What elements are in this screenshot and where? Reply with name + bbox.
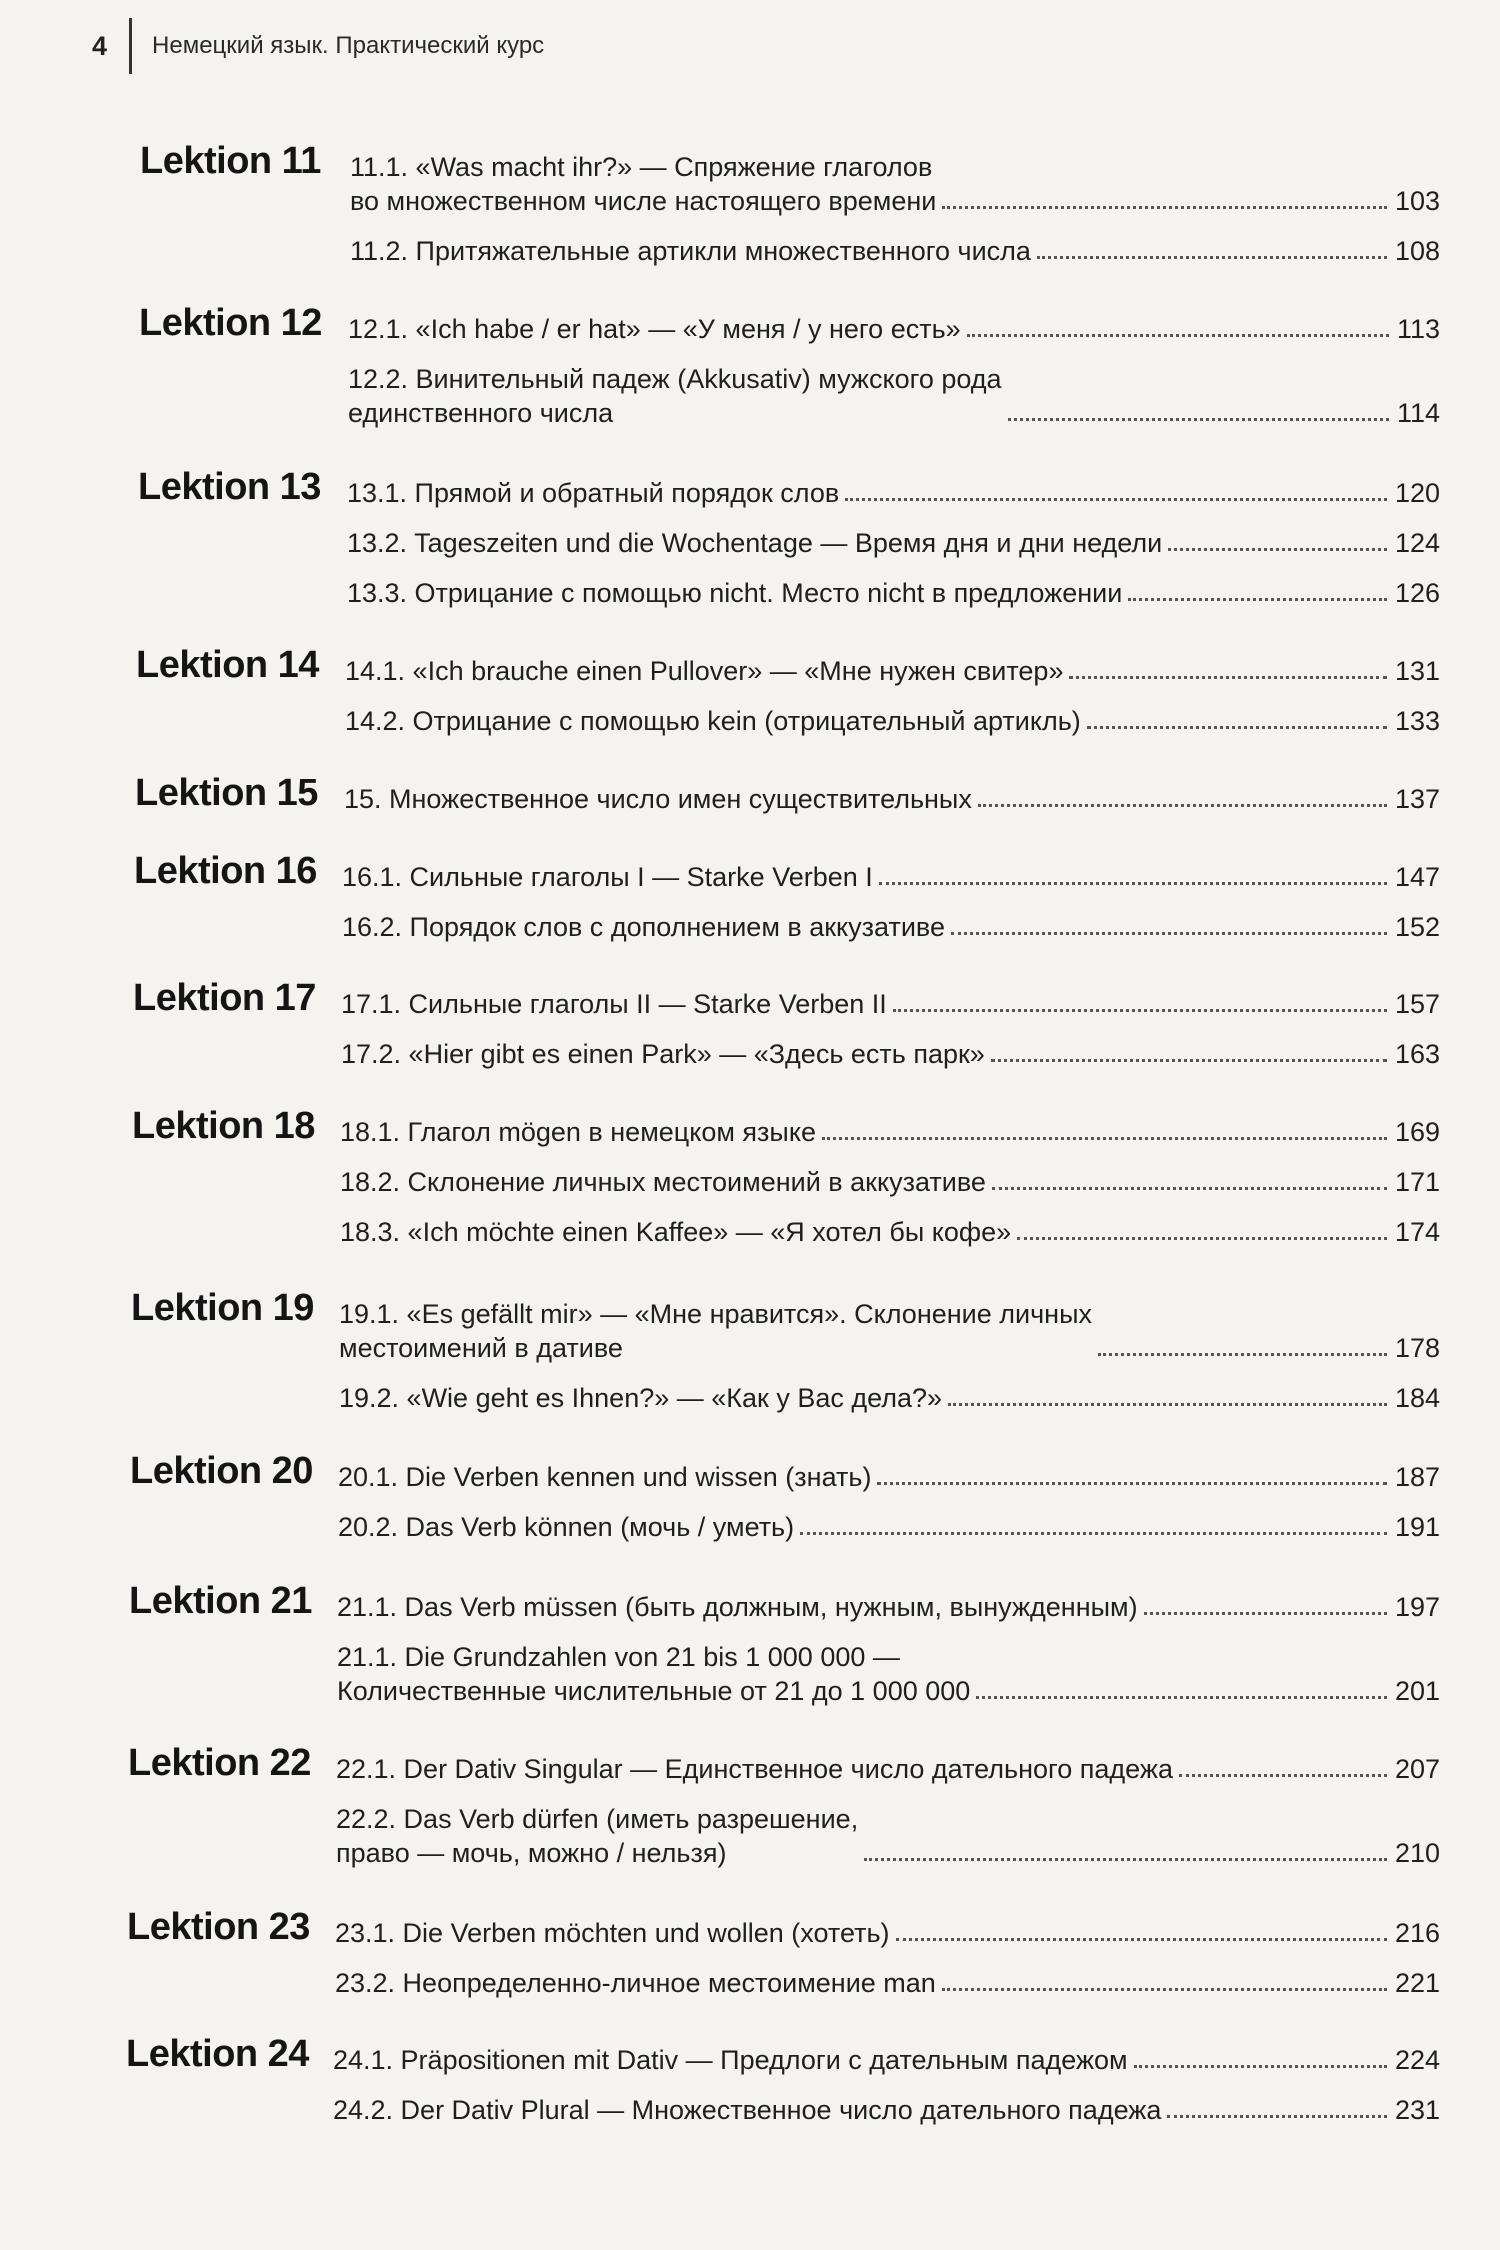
dot-leader <box>896 1938 1387 1941</box>
entry-page-number: 221 <box>1394 1968 1440 1998</box>
entry-page-number: 103 <box>1394 186 1440 216</box>
toc-entry[interactable] <box>345 654 1440 688</box>
toc-entry[interactable] <box>338 1460 1440 1494</box>
dot-leader <box>845 498 1387 501</box>
entry-title-line: 24.2. Der Dativ Plural — Множественное число дательного падежа <box>333 2095 1162 2125</box>
entry-title <box>348 362 1002 430</box>
entry-title-line: 22.2. Das Verb dürfen (иметь разрешение, <box>336 1804 859 1834</box>
entry-title-line: 23.1. Die Verben möchten und wollen (хотеть) <box>335 1918 890 1948</box>
dot-leader <box>976 1696 1387 1699</box>
entry-title-line: 17.1. Сильные глаголы II — Starke Verben II <box>341 989 887 1019</box>
toc-entry[interactable] <box>333 2043 1440 2077</box>
dot-leader <box>822 1137 1387 1140</box>
toc-entry[interactable] <box>340 1215 1440 1249</box>
toc-entry[interactable] <box>335 1966 1440 2000</box>
lesson-entries <box>350 150 1440 284</box>
lesson-title: Lektion 14 <box>136 644 319 686</box>
entry-page-number: 207 <box>1394 1754 1440 1784</box>
entry-page-number: 169 <box>1394 1117 1440 1147</box>
lesson-title: Lektion 18 <box>132 1105 315 1147</box>
entry-page-number: 216 <box>1394 1918 1440 1948</box>
entry-title-line: 11.1. «Was macht ihr?» — Спряжение глаголов <box>350 152 933 182</box>
entry-title-line: 16.1. Сильные глаголы I — Starke Verben I <box>342 862 873 892</box>
entry-page-number: 147 <box>1394 862 1440 892</box>
entry-page-number: 113 <box>1396 314 1440 344</box>
entry-page-number: 171 <box>1394 1167 1440 1197</box>
lesson-entries <box>337 1590 1440 1724</box>
entry-title-line: 22.1. Der Dativ Singular — Единственное число дательного падежа <box>336 1754 1173 1784</box>
entry-title-line: единственного числа <box>348 398 614 428</box>
lesson-entries <box>347 476 1440 626</box>
lesson-title: Lektion 22 <box>128 1742 311 1784</box>
entry-title <box>344 782 972 816</box>
toc-entry[interactable] <box>347 476 1440 510</box>
entry-page-number: 174 <box>1394 1217 1440 1247</box>
toc-entry[interactable] <box>336 1802 1440 1870</box>
entry-title <box>335 1966 936 2000</box>
toc-entry[interactable] <box>341 987 1440 1021</box>
entry-title <box>348 312 961 346</box>
dot-leader <box>1069 676 1386 679</box>
lesson-title: Lektion 12 <box>139 302 322 344</box>
entry-title-line: 12.2. Винительный падеж (Akkusativ) мужского рода <box>348 364 1002 394</box>
toc-entry[interactable] <box>347 526 1440 560</box>
entry-title <box>341 987 887 1021</box>
lesson-title: Lektion 21 <box>129 1580 312 1622</box>
lesson-title: Lektion 20 <box>130 1450 313 1492</box>
entry-title-line: 18.2. Склонение личных местоимений в аккузативе <box>340 1167 986 1197</box>
entry-page-number: 178 <box>1394 1333 1440 1363</box>
toc-entry[interactable] <box>340 1165 1440 1199</box>
lesson-title: Lektion 13 <box>138 466 321 508</box>
dot-leader <box>992 1187 1387 1190</box>
lesson-title: Lektion 19 <box>131 1287 314 1329</box>
entry-title-line: 17.2. «Hier gibt es einen Park» — «Здесь есть парк» <box>341 1039 985 1069</box>
dot-leader <box>1167 2115 1387 2118</box>
entry-title-line: Количественные числительные от 21 до 1 000 000 <box>337 1676 971 1706</box>
running-title: Немецкий язык. Практический курс <box>152 32 545 59</box>
dot-leader <box>1168 548 1387 551</box>
entry-page-number: 224 <box>1394 2045 1440 2075</box>
entry-page-number: 187 <box>1394 1462 1440 1492</box>
lesson-entries <box>336 1752 1440 1886</box>
lesson-entries <box>342 860 1440 960</box>
lesson-entries <box>345 654 1440 754</box>
lesson-entries <box>338 1460 1440 1560</box>
entry-title <box>347 576 1122 610</box>
entry-title <box>337 1640 970 1708</box>
entry-page-number: 120 <box>1394 478 1440 508</box>
entry-title-line: 24.1. Präpositionen mit Dativ — Предлоги с дательным падежом <box>333 2045 1128 2075</box>
toc-entry[interactable] <box>341 1037 1440 1071</box>
dot-leader <box>1128 598 1387 601</box>
dot-leader <box>800 1532 1387 1535</box>
dot-leader <box>893 1009 1387 1012</box>
entry-title-line: право — мочь, можно / нельзя) <box>336 1838 727 1868</box>
toc-entry[interactable] <box>342 910 1440 944</box>
entry-title <box>347 476 839 510</box>
entry-page-number: 201 <box>1394 1676 1440 1706</box>
entry-title <box>337 1590 1138 1624</box>
entry-title <box>333 2093 1161 2127</box>
toc-entry[interactable] <box>339 1381 1440 1415</box>
lesson-entries <box>333 2043 1440 2143</box>
dot-leader <box>864 1858 1387 1861</box>
toc-entry[interactable] <box>340 1115 1440 1149</box>
entry-title <box>350 234 1031 268</box>
dot-leader <box>1179 1774 1387 1777</box>
entry-title-line: 23.2. Неопределенно-личное местоимение man <box>335 1968 936 1998</box>
dot-leader <box>1087 726 1387 729</box>
entry-title <box>338 1510 794 1544</box>
entry-page-number: 191 <box>1394 1512 1440 1542</box>
entry-title-line: 20.2. Das Verb können (мочь / уметь) <box>338 1512 795 1542</box>
toc-entry[interactable] <box>348 362 1440 430</box>
entry-page-number: 157 <box>1394 989 1440 1019</box>
entry-title-line: 11.2. Притяжательные артикли множественного числа <box>350 236 1031 266</box>
entry-title-line: во множественном числе настоящего времени <box>350 186 937 216</box>
entry-page-number: 197 <box>1394 1592 1440 1622</box>
entry-title <box>336 1802 858 1870</box>
entry-title-line: 19.2. «Wie geht es Ihnen?» — «Как у Вас дела?» <box>339 1383 943 1413</box>
entry-page-number: 108 <box>1394 236 1440 266</box>
toc-entry[interactable] <box>347 576 1440 610</box>
dot-leader <box>877 1482 1387 1485</box>
dot-leader <box>1098 1353 1387 1356</box>
entry-title-line: 19.1. «Es gefällt mir» — «Мне нравится». Склонение личных <box>339 1299 1092 1329</box>
entry-title <box>339 1381 942 1415</box>
entry-title <box>340 1165 986 1199</box>
lesson-title: Lektion 11 <box>140 140 321 182</box>
toc-entry[interactable] <box>335 1916 1440 1950</box>
entry-title <box>335 1916 890 1950</box>
toc-entry[interactable] <box>337 1640 1440 1708</box>
entry-title-line: 20.1. Die Verben kennen und wissen (знать) <box>338 1462 872 1492</box>
entry-title-line: 12.1. «Ich habe / er hat» — «У меня / у него есть» <box>348 314 961 344</box>
toc-entry[interactable] <box>350 234 1440 268</box>
toc-entry[interactable] <box>344 782 1440 816</box>
lesson-title: Lektion 16 <box>134 850 317 892</box>
entry-page-number: 184 <box>1394 1383 1440 1413</box>
dot-leader <box>942 1988 1387 1991</box>
lesson-entries <box>348 312 1440 446</box>
dot-leader <box>978 804 1387 807</box>
dot-leader <box>991 1059 1387 1062</box>
entry-title-line: 14.1. «Ich brauche einen Pullover» — «Мне нужен свитер» <box>345 656 1064 686</box>
entry-title <box>340 1115 816 1149</box>
toc-entry[interactable] <box>333 2093 1440 2127</box>
entry-title <box>342 860 873 894</box>
dot-leader <box>1144 1612 1387 1615</box>
lesson-title: Lektion 24 <box>126 2033 309 2075</box>
entry-page-number: 163 <box>1394 1039 1440 1069</box>
lesson-title: Lektion 23 <box>127 1906 310 1948</box>
entry-page-number: 231 <box>1394 2095 1440 2125</box>
lesson-entries <box>335 1916 1440 2016</box>
entry-title <box>336 1752 1173 1786</box>
toc-entry[interactable] <box>342 860 1440 894</box>
running-header <box>92 18 544 74</box>
toc-entry[interactable] <box>338 1510 1440 1544</box>
dot-leader <box>1037 256 1387 259</box>
toc-entry[interactable] <box>345 704 1440 738</box>
entry-title <box>341 1037 985 1071</box>
entry-title-line: 18.1. Глагол mögen в немецком языке <box>340 1117 816 1147</box>
header-divider <box>129 18 132 74</box>
toc-entry[interactable] <box>337 1590 1440 1624</box>
entry-title-line: 16.2. Порядок слов с дополнением в аккузативе <box>342 912 945 942</box>
dot-leader <box>942 206 1387 209</box>
dot-leader <box>1008 418 1389 421</box>
toc-entry[interactable] <box>336 1752 1440 1786</box>
lesson-entries <box>339 1297 1440 1431</box>
lesson-entries <box>340 1115 1440 1265</box>
entry-title-line: местоимений в дативе <box>339 1333 623 1363</box>
toc-entry[interactable] <box>348 312 1440 346</box>
dot-leader <box>951 932 1387 935</box>
entry-title-line: 21.1. Die Grundzahlen von 21 bis 1 000 000 — <box>337 1642 900 1672</box>
entry-title-line: 15. Множественное число имен существительных <box>344 784 972 814</box>
entry-title <box>345 704 1081 738</box>
dot-leader <box>1017 1237 1387 1240</box>
entry-page-number: 137 <box>1394 784 1440 814</box>
entry-page-number: 133 <box>1394 706 1440 736</box>
entry-title-line: 13.3. Отрицание с помощью nicht. Место nicht в предложении <box>347 578 1123 608</box>
toc-entry[interactable] <box>350 150 1440 218</box>
entry-page-number: 131 <box>1394 656 1440 686</box>
entry-page-number: 124 <box>1394 528 1440 558</box>
lesson-title: Lektion 17 <box>133 977 316 1019</box>
dot-leader <box>1134 2065 1387 2068</box>
entry-title <box>339 1297 1092 1365</box>
entry-title <box>350 150 936 218</box>
dot-leader <box>879 882 1387 885</box>
entry-title-line: 14.2. Отрицание с помощью kein (отрицательный артикль) <box>345 706 1081 736</box>
lesson-title: Lektion 15 <box>135 772 318 814</box>
page-number: 4 <box>92 30 108 61</box>
entry-page-number: 210 <box>1394 1838 1440 1868</box>
lesson-entries <box>341 987 1440 1087</box>
entry-title-line: 13.2. Tageszeiten und die Wochentage — Время дня и дни недели <box>347 528 1163 558</box>
entry-title-line: 13.1. Прямой и обратный порядок слов <box>347 478 840 508</box>
entry-title <box>342 910 945 944</box>
entry-title <box>333 2043 1128 2077</box>
entry-page-number: 152 <box>1394 912 1440 942</box>
entry-title <box>347 526 1162 560</box>
dot-leader <box>948 1403 1387 1406</box>
entry-title <box>340 1215 1011 1249</box>
entry-page-number: 114 <box>1396 398 1440 428</box>
entry-title-line: 18.3. «Ich möchte einen Kaffee» — «Я хотел бы кофе» <box>340 1217 1012 1247</box>
entry-title-line: 21.1. Das Verb müssen (быть должным, нужным, вынужденным) <box>337 1592 1138 1622</box>
entry-page-number: 126 <box>1394 578 1440 608</box>
lesson-entries <box>344 782 1440 832</box>
dot-leader <box>967 334 1389 337</box>
toc-entry[interactable] <box>339 1297 1440 1365</box>
entry-title <box>338 1460 871 1494</box>
entry-title <box>345 654 1063 688</box>
